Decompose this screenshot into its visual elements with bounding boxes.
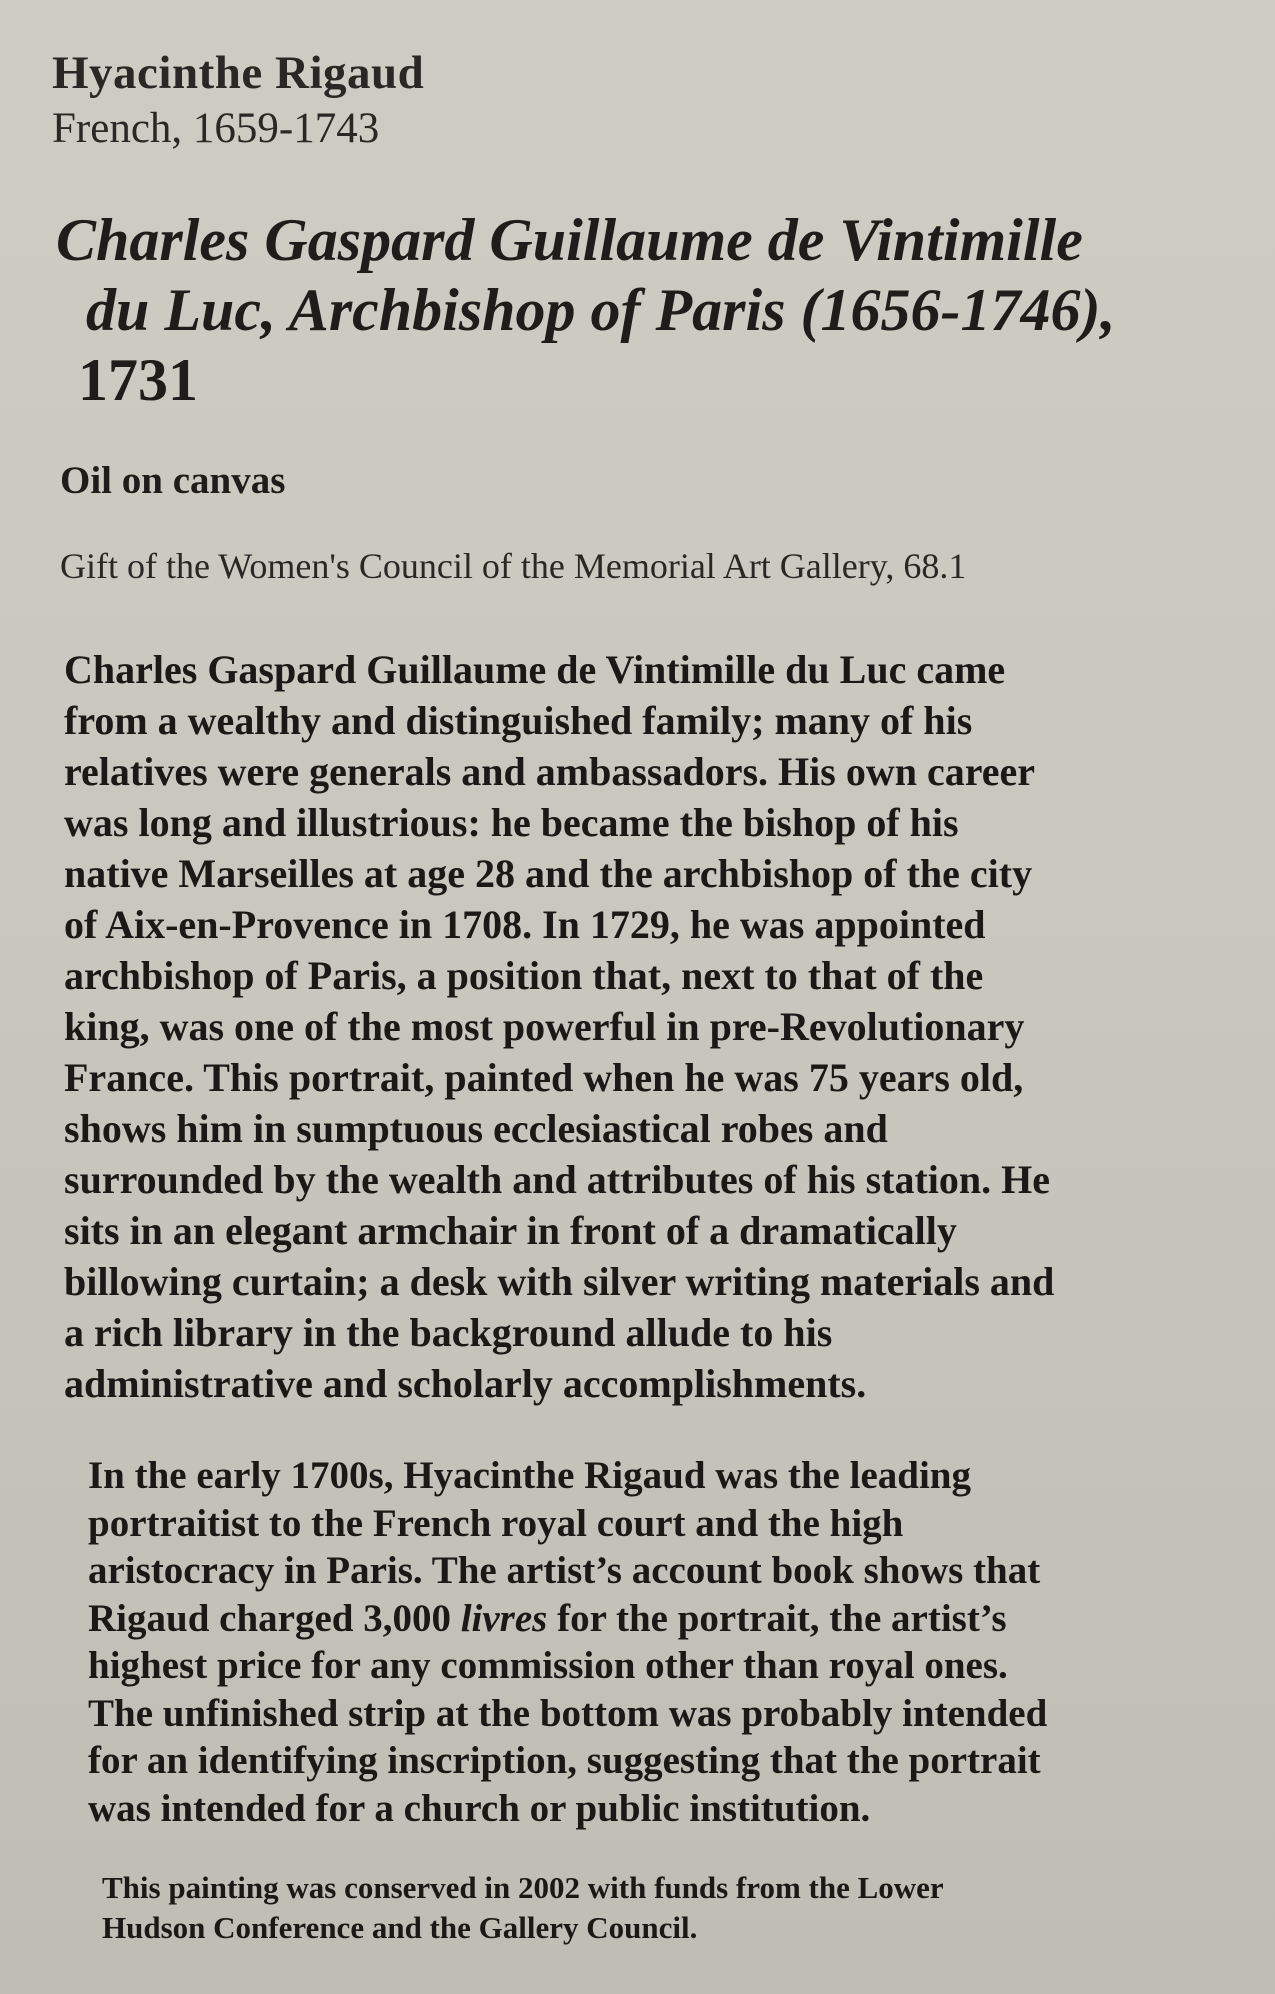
artwork-medium: Oil on canvas xyxy=(60,459,286,502)
artist-name: Hyacinthe Rigaud xyxy=(52,47,425,99)
conservation-note xyxy=(102,1868,944,1948)
paragraph-1-line: administrative and scholarly accomplishments. xyxy=(64,1361,867,1406)
paragraph-1-line: relatives were generals and ambassadors. His own career xyxy=(64,749,1035,794)
paragraph-2-text: Rigaud charged 3,000 xyxy=(88,1596,461,1640)
paragraph-1-line: a rich library in the background allude to his xyxy=(64,1310,833,1355)
conservation-note-line: Hudson Conference and the Gallery Council. xyxy=(102,1910,698,1945)
description-paragraph-2 xyxy=(88,1452,1047,1832)
paragraph-1-line: France. This portrait, painted when he was 75 years old, xyxy=(64,1055,1024,1100)
paragraph-2-line xyxy=(88,1595,1047,1643)
paragraph-2-line: The unfinished strip at the bottom was probably intended xyxy=(88,1691,1048,1735)
paragraph-1-line: surrounded by the wealth and attributes of his station. He xyxy=(64,1157,1051,1202)
paragraph-1-line: billowing curtain; a desk with silver writing materials and xyxy=(64,1259,1055,1304)
currency-term: livres xyxy=(460,1596,548,1640)
paragraph-1-line: of Aix-en-Provence in 1708. In 1729, he was appointed xyxy=(64,902,986,947)
paragraph-2-line: for an identifying inscription, suggesting that the portrait xyxy=(88,1739,1041,1782)
description-paragraph-1 xyxy=(64,644,1054,1409)
paragraph-1-line: was long and illustrious: he became the bishop of his xyxy=(64,800,959,845)
paragraph-1-line: shows him in sumptuous ecclesiastical robes and xyxy=(64,1106,888,1151)
paragraph-1-line: from a wealthy and distinguished family; many of his xyxy=(64,698,973,743)
artwork-title-line-2: du Luc, Archbishop of Paris (1656-1746), xyxy=(86,277,1116,343)
paragraph-1-line: Charles Gaspard Guillaume de Vintimille du Luc came xyxy=(64,647,1006,692)
paragraph-2-line: In the early 1700s, Hyacinthe Rigaud was the leading xyxy=(88,1454,971,1497)
paragraph-2-text: for the portrait, the artist’s xyxy=(547,1596,1007,1640)
conservation-note-line: This painting was conserved in 2002 with funds from the Lower xyxy=(102,1870,944,1905)
paragraph-1-line: native Marseilles at age 28 and the archbishop of the city xyxy=(64,851,1033,896)
artwork-year: 1731 xyxy=(78,347,198,413)
credit-line: Gift of the Women's Council of the Memorial Art Gallery, 68.1 xyxy=(60,546,967,586)
paragraph-1-line: archbishop of Paris, a position that, next to that of the xyxy=(64,953,984,998)
artwork-title xyxy=(56,205,1236,415)
paragraph-2-line: was intended for a church or public institution. xyxy=(88,1786,871,1830)
paragraph-2-line: portraitist to the French royal court and the high xyxy=(88,1501,904,1545)
paragraph-2-line: aristocracy in Paris. The artist’s account book shows that xyxy=(88,1549,1041,1592)
paragraph-1-line: king, was one of the most powerful in pre-Revolutionary xyxy=(64,1004,1025,1049)
artwork-title-line-1: Charles Gaspard Guillaume de Vintimille xyxy=(56,207,1083,273)
artist-nationality-dates: French, 1659-1743 xyxy=(52,105,380,152)
paragraph-2-line: highest price for any commission other than royal ones. xyxy=(88,1644,1008,1687)
paragraph-1-line: sits in an elegant armchair in front of a dramatically xyxy=(64,1208,957,1253)
